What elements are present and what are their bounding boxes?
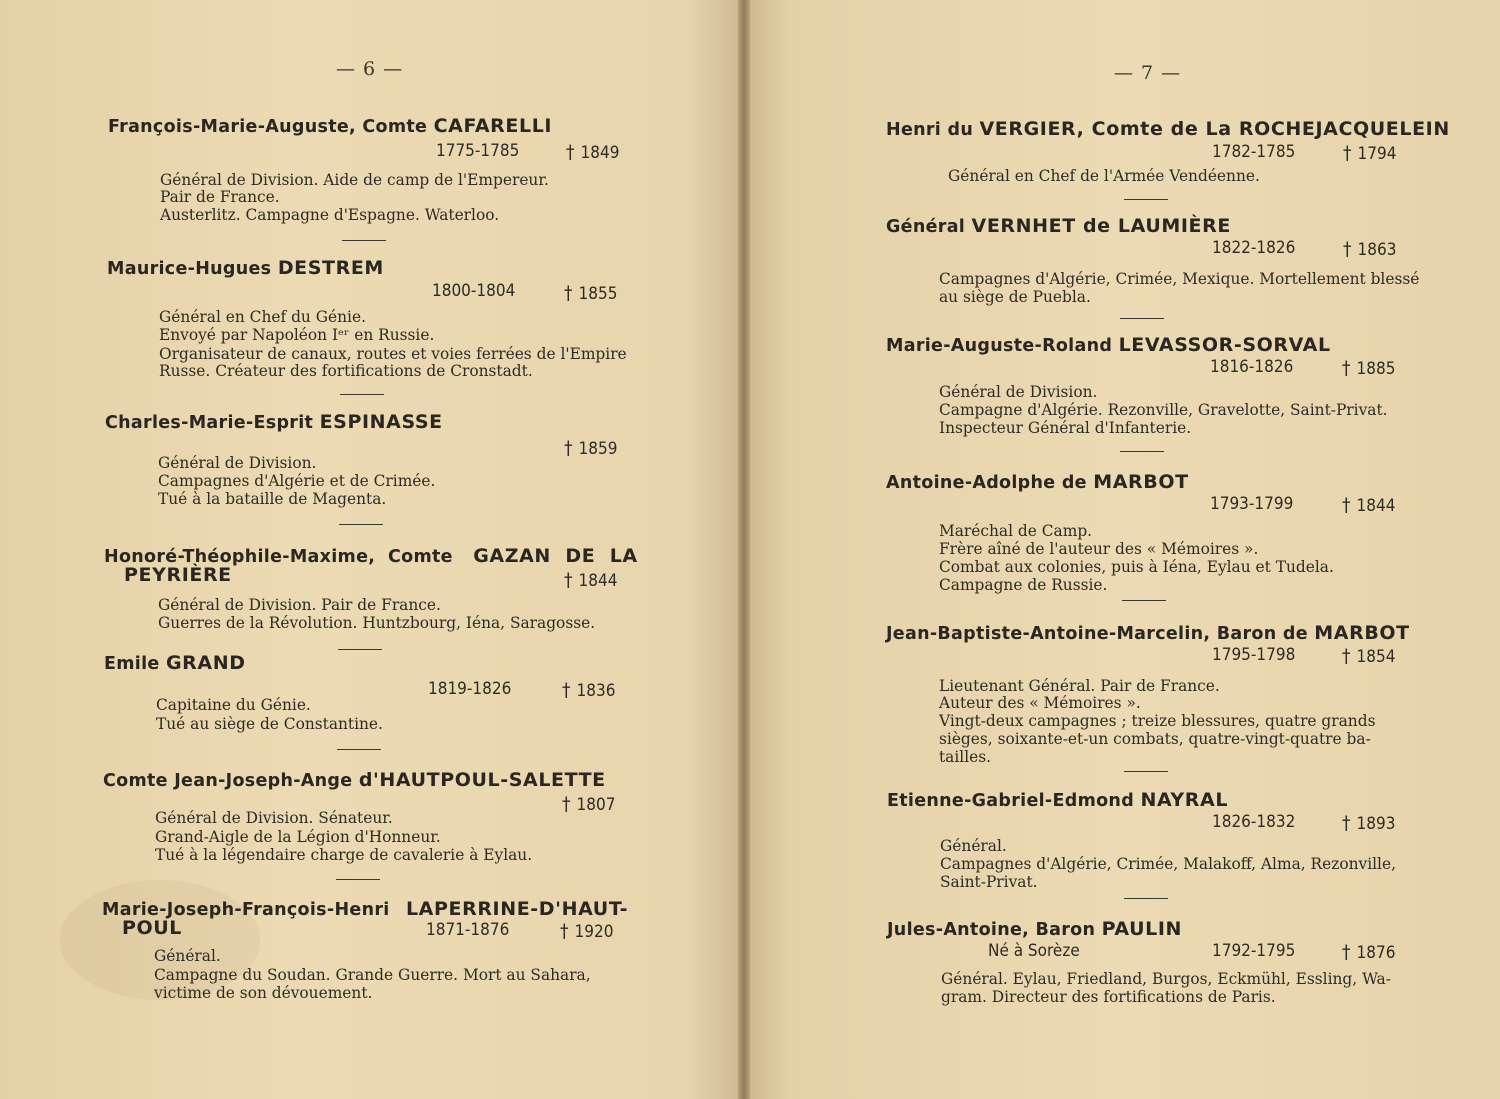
separator-rule	[338, 649, 382, 650]
death-value: 1863	[1357, 240, 1397, 260]
bio-line: Campagne du Soudan. Grande Guerre. Mort au Sahara,	[154, 966, 591, 984]
cross-icon: †	[1342, 645, 1351, 667]
bio-line: Campagnes d'Algérie et de Crimée.	[158, 472, 436, 490]
surname: DESTREM	[277, 257, 384, 279]
death-year	[564, 437, 617, 459]
death-value: 1794	[1357, 144, 1397, 164]
bio-line: Grand-Aigle de la Légion d'Honneur.	[155, 828, 441, 846]
death-value: 1854	[1356, 647, 1396, 667]
cross-icon: †	[1342, 494, 1351, 516]
years: 1782-1785	[1212, 142, 1296, 162]
entry-name	[887, 918, 1182, 940]
given-names: Général	[886, 217, 966, 237]
years: 1795-1798	[1212, 645, 1296, 665]
surname: d'HAUTPOUL-SALETTE	[358, 769, 606, 791]
bio-line: Général en Chef du Génie.	[159, 308, 366, 326]
death-year	[1342, 357, 1395, 379]
years: 1826-1832	[1212, 812, 1296, 832]
surname-continued: POUL	[122, 917, 183, 939]
death-year	[1342, 494, 1395, 516]
death-value: 1844	[1356, 496, 1396, 516]
surname: VERNHET de LAUMIÈRE	[971, 215, 1231, 237]
years: 1793-1799	[1210, 494, 1294, 514]
bio-line: Campagnes d'Algérie, Crimée, Malakoff, Alma, Rezonville,	[940, 855, 1396, 873]
bio-line: tailles.	[939, 748, 992, 766]
given-names: Marie-Auguste-Roland	[886, 336, 1113, 356]
death-year	[562, 679, 615, 701]
given-names: Charles-Marie-Esprit	[105, 413, 314, 433]
entry-name	[886, 215, 1231, 237]
death-value: 1893	[1356, 814, 1396, 834]
death-year	[1342, 941, 1395, 963]
surname: CAFARELLI	[433, 115, 553, 137]
cross-icon: †	[1342, 357, 1351, 379]
years: 1775-1785	[436, 141, 520, 161]
separator-rule	[342, 240, 386, 241]
bio-line: Auteur des « Mémoires ».	[939, 694, 1141, 712]
years: 1871-1876	[426, 920, 510, 940]
surname: MARBOT	[1314, 622, 1410, 644]
bio-line: Général.	[154, 947, 221, 965]
entry-name-continued	[122, 917, 182, 939]
death-year	[560, 920, 613, 942]
death-value: 1836	[576, 681, 616, 701]
bio-line: Russe. Créateur des fortifications de Cronstadt.	[159, 362, 533, 380]
separator-rule	[337, 749, 381, 750]
entry-name	[886, 622, 1410, 644]
entry-name	[887, 789, 1228, 811]
separator-rule	[340, 394, 384, 395]
surname: LAPERRINE-D'HAUT-	[405, 898, 629, 920]
bio-line: Campagnes d'Algérie, Crimée, Mexique. Mortellement blessé	[939, 270, 1420, 288]
bio-line: Campagne d'Algérie. Rezonville, Gravelotte, Saint-Privat.	[939, 401, 1388, 419]
death-value: 1885	[1356, 359, 1396, 379]
separator-rule	[1124, 199, 1168, 200]
bio-line: Maréchal de Camp.	[939, 522, 1093, 540]
surname: ESPINASSE	[319, 411, 443, 433]
surname-continued: PEYRIÈRE	[124, 564, 232, 586]
given-names: Jean-Baptiste-Antoine-Marcelin, Baron de	[886, 624, 1308, 644]
years: 1800-1804	[432, 281, 516, 301]
book-gutter	[738, 0, 750, 1099]
entry-name	[103, 769, 606, 791]
bio-line: au siège de Puebla.	[939, 288, 1091, 306]
cross-icon: †	[1342, 812, 1351, 834]
bio-line: Général en Chef de l'Armée Vendéenne.	[948, 167, 1260, 185]
separator-rule	[336, 879, 380, 880]
entry-name	[104, 652, 246, 674]
death-year	[564, 282, 617, 304]
bio-line: Inspecteur Général d'Infanterie.	[939, 419, 1192, 437]
death-year	[1342, 812, 1395, 834]
page-number: — 7 —	[1114, 62, 1182, 84]
given-names: Etienne-Gabriel-Edmond	[887, 791, 1135, 811]
entry-name	[107, 257, 384, 279]
death-year	[1342, 645, 1395, 667]
entry-name	[105, 411, 443, 433]
given-names: Maurice-Hugues	[107, 259, 272, 279]
bio-line: Général. Eylau, Friedland, Burgos, Eckmühl, Essling, Wa-	[941, 970, 1391, 988]
death-value: 1876	[1356, 943, 1396, 963]
separator-rule	[1122, 600, 1166, 601]
bio-line: Général de Division. Aide de camp de l'Empereur.	[160, 171, 549, 189]
bio-line: victime de son dévouement.	[154, 984, 373, 1002]
surname: MARBOT	[1093, 471, 1189, 493]
separator-rule	[1120, 318, 1164, 319]
bio-line: gram. Directeur des fortifications de Paris.	[941, 988, 1276, 1006]
bio-line: Pair de France.	[160, 188, 280, 206]
bio-line: Général de Division. Sénateur.	[155, 809, 393, 827]
cross-icon: †	[562, 679, 571, 701]
years: 1819-1826	[428, 679, 512, 699]
years: 1792-1795	[1212, 941, 1296, 961]
page-number: — 6 —	[336, 58, 404, 80]
given-names: Marie-Joseph-François-Henri	[102, 900, 390, 920]
bio-line: Guerres de la Révolution. Huntzbourg, Iéna, Saragosse.	[158, 614, 596, 632]
separator-rule	[1120, 451, 1164, 452]
cross-icon: †	[1343, 238, 1352, 260]
bio-line: Lieutenant Général. Pair de France.	[939, 677, 1220, 695]
cross-icon: †	[564, 437, 573, 459]
bio-line: Frère aîné de l'auteur des « Mémoires ».	[939, 540, 1259, 558]
death-year	[562, 793, 615, 815]
bio-line: Combat aux colonies, puis à Iéna, Eylau et Tudela.	[939, 558, 1334, 576]
death-value: 1855	[578, 284, 618, 304]
bio-line: Général de Division.	[158, 454, 317, 472]
cross-icon: †	[566, 141, 575, 163]
bio-line: Général.	[940, 837, 1007, 855]
cross-icon: †	[1343, 142, 1352, 164]
death-year	[564, 569, 617, 591]
bio-line: Organisateur de canaux, routes et voies ferrées de l'Empire	[159, 345, 627, 363]
given-names: Comte Jean-Joseph-Ange	[103, 771, 353, 791]
separator-rule	[1124, 898, 1168, 899]
cross-icon: †	[560, 920, 569, 942]
death-value: 1920	[574, 922, 614, 942]
given-names: Henri du	[886, 120, 974, 140]
bio-line: Austerlitz. Campagne d'Espagne. Waterloo.	[160, 206, 500, 224]
entry-name	[108, 115, 552, 137]
entry-name	[886, 118, 1450, 140]
bio-line: Vingt-deux campagnes ; treize blessures, quatre grands	[939, 712, 1376, 730]
surname: VERGIER, Comte de La ROCHEJACQUELEIN	[979, 118, 1450, 140]
right-page	[744, 0, 1500, 1099]
years: 1822-1826	[1212, 238, 1296, 258]
death-year	[1343, 238, 1396, 260]
given-names: Antoine-Adolphe de	[886, 473, 1087, 493]
bio-line: Capitaine du Génie.	[156, 696, 311, 714]
surname: PAULIN	[1101, 918, 1183, 940]
cross-icon: †	[564, 282, 573, 304]
bio-line: Général de Division.	[939, 383, 1098, 401]
cross-icon: †	[1342, 941, 1351, 963]
bio-line: Tué au siège de Constantine.	[156, 715, 383, 733]
bio-line: Tué à la légendaire charge de cavalerie à Eylau.	[155, 846, 533, 864]
years: 1816-1826	[1210, 357, 1294, 377]
entry-name	[886, 471, 1189, 493]
cross-icon: †	[562, 793, 571, 815]
death-value: 1844	[578, 571, 618, 591]
bio-line: Campagne de Russie.	[939, 576, 1108, 594]
entry-name	[886, 334, 1331, 356]
death-value: 1849	[580, 143, 620, 163]
given-names: Emile	[104, 654, 160, 674]
bio-line: Saint-Privat.	[940, 873, 1038, 891]
death-year	[1343, 142, 1396, 164]
given-names: François-Marie-Auguste, Comte	[108, 117, 428, 137]
bio-line: Tué à la bataille de Magenta.	[158, 490, 387, 508]
given-names: Honoré-Théophile-Maxime, Comte	[104, 547, 453, 567]
bio-line: Général de Division. Pair de France.	[158, 596, 441, 614]
surname: LEVASSOR-SORVAL	[1118, 334, 1331, 356]
surname: GRAND	[165, 652, 246, 674]
cross-icon: †	[564, 569, 573, 591]
separator-rule	[1124, 771, 1168, 772]
entry-name-continued	[124, 564, 232, 586]
separator-rule	[339, 524, 383, 525]
bio-line: Envoyé par Napoléon Iᵉʳ en Russie.	[159, 326, 435, 344]
surname: GAZAN DE LA	[473, 545, 638, 567]
bio-line: sièges, soixante-et-un combats, quatre-vingt-quatre ba-	[939, 730, 1371, 748]
given-names: Jules-Antoine, Baron	[887, 920, 1096, 940]
death-value: 1859	[578, 439, 618, 459]
death-value: 1807	[576, 795, 616, 815]
left-page	[0, 0, 744, 1099]
surname: NAYRAL	[1140, 789, 1229, 811]
death-year	[566, 141, 619, 163]
birthplace: Né à Sorèze	[988, 941, 1080, 961]
